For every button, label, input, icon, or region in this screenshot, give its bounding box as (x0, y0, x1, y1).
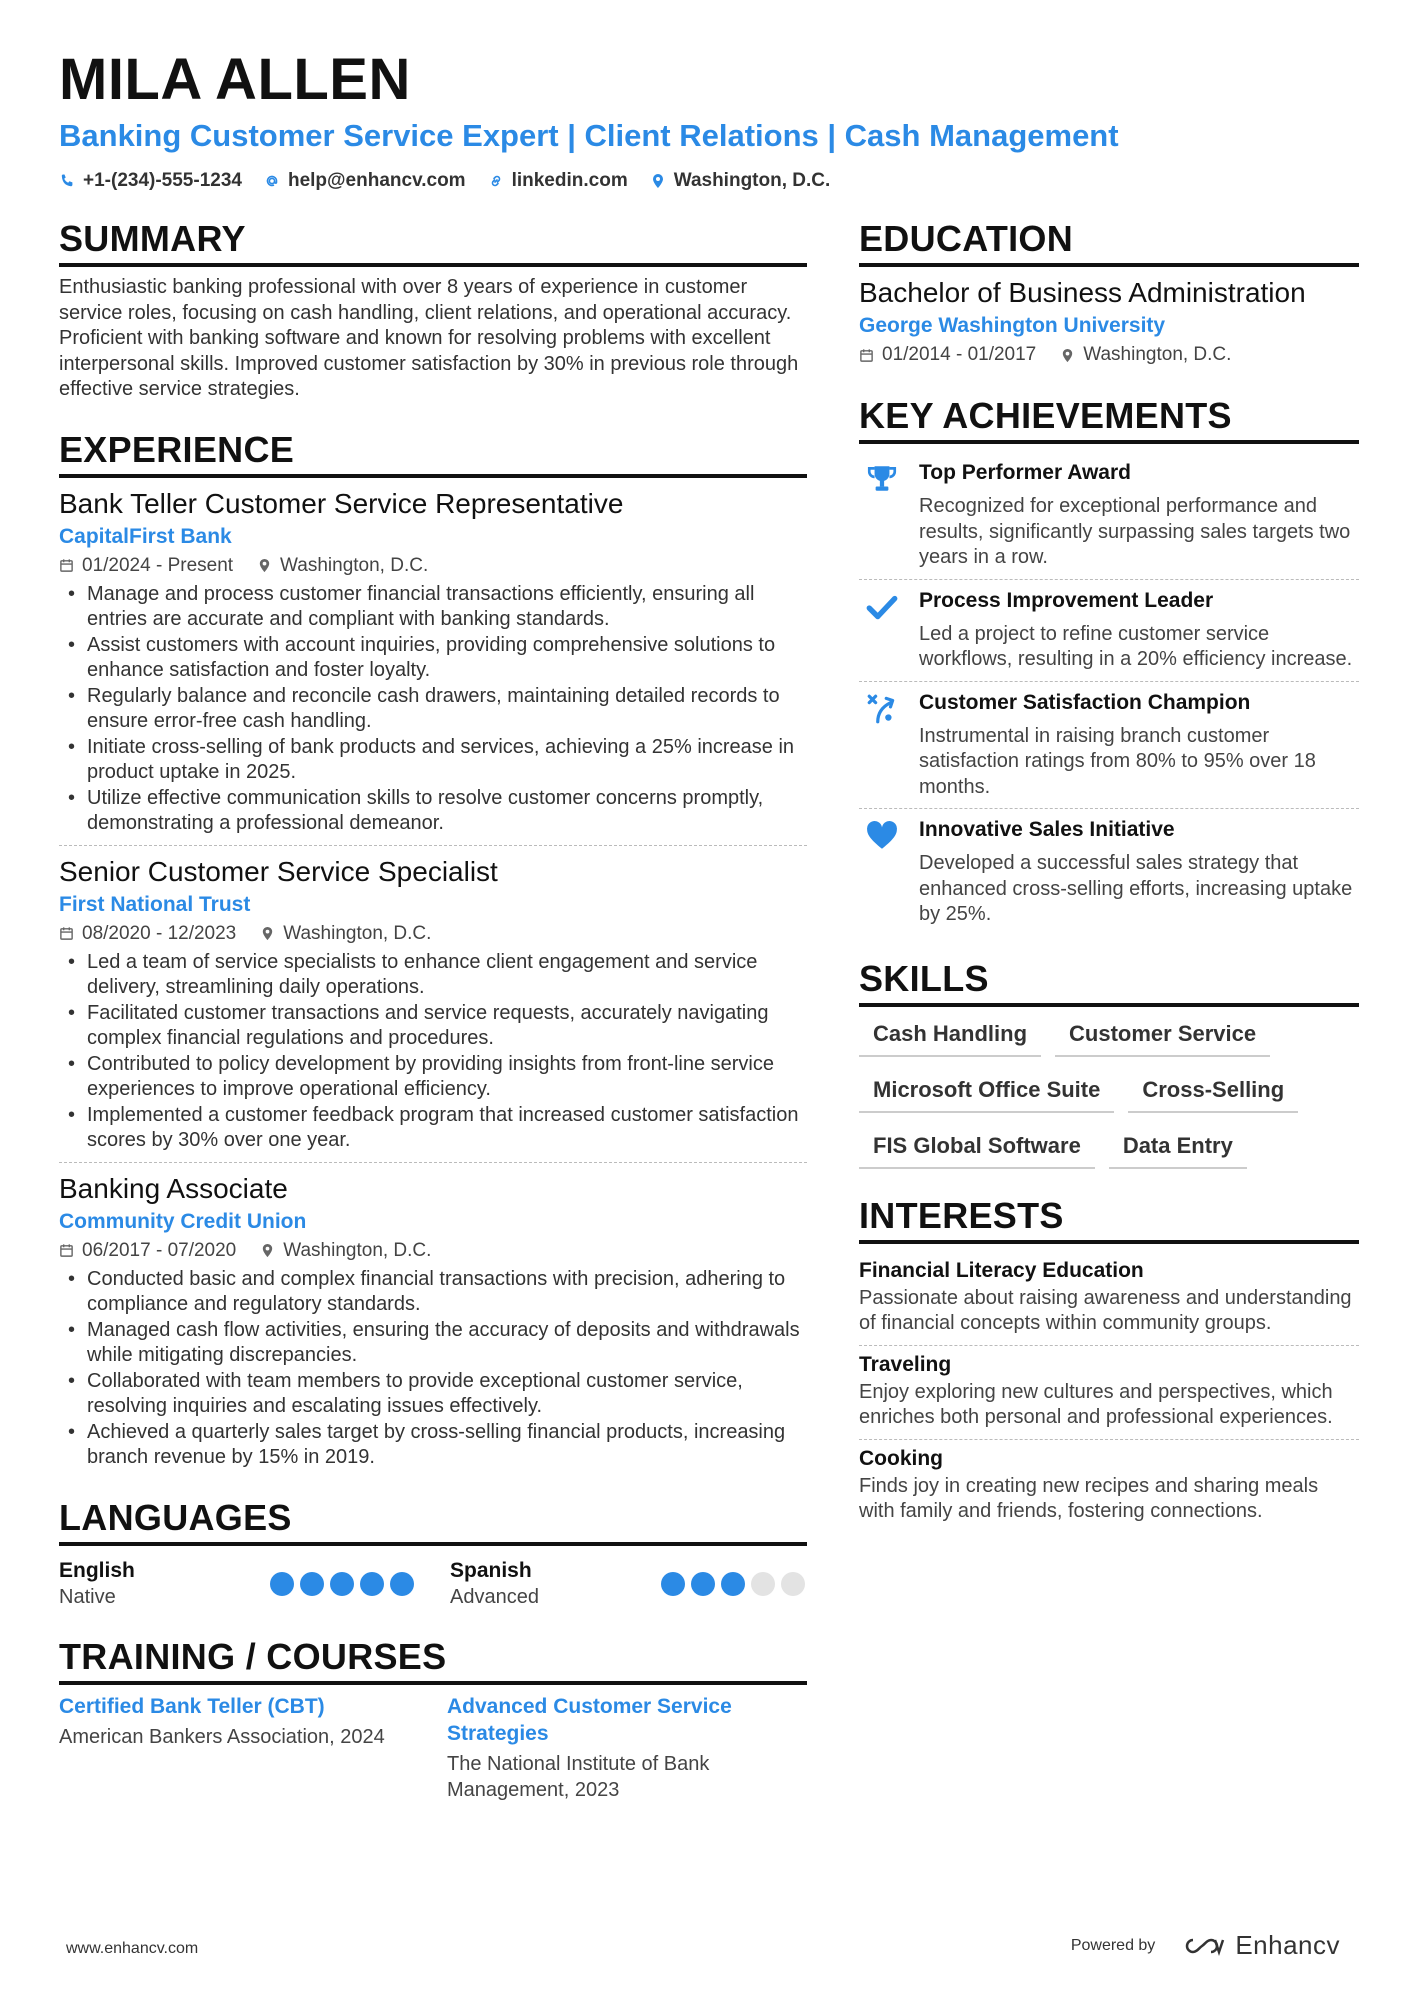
interest-desc: Enjoy exploring new cultures and perspectives, which enriches both personal and professional experiences. (859, 1380, 1333, 1428)
job-bullet: • Initiate cross-selling of bank products and services, achieving a 25% increase in product uptake in 2025. (59, 735, 807, 786)
brand-name: Enhancv (1235, 1930, 1340, 1960)
calendar-icon (59, 558, 74, 573)
interest-entry (859, 1252, 1359, 1346)
interest-desc: Passionate about raising awareness and understanding of financial concepts within community groups. (859, 1286, 1352, 1334)
link-icon (488, 173, 504, 189)
location-pin-icon (260, 926, 275, 941)
job-bullet: • Manage and process customer financial transactions efficiently, ensuring all entries are accurate and compliant with banking standards. (59, 582, 807, 633)
job-dates: 01/2024 - Present (82, 554, 234, 576)
skill-tag: Cash Handling (859, 1015, 1041, 1057)
contact-bar (59, 170, 830, 192)
summary-text: Enthusiastic banking professional with over 8 years of experience in customer service roles, focusing on cash handling, client relations, and operational accuracy. Proficient with banking software and known for resolving problems with excellent interpersonal skills. Improved customer satisfaction by 30% in previous role through effective service strategies. (59, 276, 799, 400)
skill-tag: Customer Service (1055, 1015, 1270, 1057)
rating-dot-filled (390, 1572, 414, 1596)
job-meta (59, 920, 807, 948)
course-entry (59, 1693, 419, 1803)
at-icon (264, 173, 280, 189)
job-bullet: • Conducted basic and complex financial transactions with precision, adhering to compliance and regulatory standards. (59, 1267, 807, 1318)
achievement-entry (859, 809, 1359, 936)
interest-title: Cooking (859, 1446, 943, 1470)
achievements-heading: KEY ACHIEVEMENTS (859, 395, 1359, 444)
calendar-icon (59, 1243, 74, 1258)
strategy-icon (865, 692, 899, 726)
location-pin-icon (650, 173, 666, 189)
skills-heading: SKILLS (859, 958, 1359, 1007)
job-bullet: • Implemented a customer feedback program that increased customer satisfaction scores by 30% over one year. (59, 1103, 807, 1154)
contact-phone[interactable] (59, 170, 242, 192)
calendar-icon (859, 348, 874, 363)
footer-website[interactable]: www.enhancv.com (66, 1940, 199, 1957)
course-entry (447, 1693, 807, 1803)
location-pin-icon (260, 1243, 275, 1258)
achievement-desc: Recognized for exceptional performance and results, significantly surpassing sales targets two years in a row. (919, 495, 1351, 568)
linkedin-text: linkedin.com (511, 170, 628, 191)
right-column (859, 218, 1359, 1533)
job-entry (59, 486, 807, 846)
job-bullet: • Collaborated with team members to provide exceptional customer service, resolving inquiries and escalating issues effectively. (59, 1369, 807, 1420)
location-pin-icon (257, 558, 272, 573)
job-dates: 06/2017 - 07/2020 (82, 1239, 237, 1261)
job-bullet: • Achieved a quarterly sales target by cross-selling financial products, increasing branch revenue by 15% in 2019. (59, 1420, 807, 1471)
job-location: Washington, D.C. (283, 922, 432, 944)
course-title: Advanced Customer Service Strategies (447, 1694, 732, 1745)
skill-tag: FIS Global Software (859, 1127, 1095, 1169)
language-rating (270, 1572, 414, 1596)
skill-tag: Data Entry (1109, 1127, 1247, 1169)
interest-title: Financial Literacy Education (859, 1258, 1144, 1282)
rating-dot-filled (721, 1572, 745, 1596)
course-title: Certified Bank Teller (CBT) (59, 1694, 325, 1718)
trophy-icon (865, 462, 899, 496)
languages-heading: LANGUAGES (59, 1497, 807, 1546)
contact-location (650, 170, 831, 192)
training-heading: TRAINING / COURSES (59, 1636, 807, 1685)
achievement-title: Top Performer Award (919, 461, 1131, 484)
rating-dot-empty (781, 1572, 805, 1596)
contact-linkedin[interactable] (488, 170, 628, 192)
job-bullet: • Regularly balance and reconcile cash drawers, maintaining detailed records to ensure error-free cash handling. (59, 684, 807, 735)
location-text: Washington, D.C. (673, 170, 831, 191)
job-entry (59, 854, 807, 1163)
achievement-title: Customer Satisfaction Champion (919, 690, 1251, 714)
training-section (59, 1636, 807, 1803)
language-entry (450, 1558, 805, 1610)
job-location: Washington, D.C. (283, 1239, 432, 1261)
achievements-section (859, 395, 1359, 936)
education-school: George Washington University (859, 314, 1166, 337)
experience-section (59, 429, 807, 1479)
achievement-title: Innovative Sales Initiative (919, 818, 1175, 841)
job-title: Bank Teller Customer Service Representative (59, 487, 624, 519)
skills-list (859, 1015, 1359, 1169)
rating-dot-filled (691, 1572, 715, 1596)
interest-entry (859, 1440, 1359, 1533)
left-column (59, 218, 807, 1803)
job-bullet: • Led a team of service specialists to enhance client engagement and service delivery, streamlining daily operations. (59, 950, 807, 1001)
education-heading: EDUCATION (859, 218, 1359, 267)
heart-icon (865, 819, 899, 853)
email-text: help@enhancv.com (287, 170, 466, 191)
summary-section (59, 218, 807, 403)
achievement-desc: Led a project to refine customer service workflows, resulting in a 20% efficiency increase. (919, 622, 1353, 670)
education-location: Washington, D.C. (1083, 344, 1232, 365)
achievement-desc: Developed a successful sales strategy that enhanced cross-selling efforts, increasing uptake by 25%. (919, 852, 1353, 925)
education-meta (859, 341, 1359, 369)
phone-icon (59, 173, 75, 189)
language-level: Native (59, 1585, 116, 1608)
interest-desc: Finds joy in creating new recipes and sharing meals with family and friends, fostering connections. (859, 1474, 1319, 1522)
candidate-name: MILA ALLEN (59, 47, 411, 112)
job-dates: 08/2020 - 12/2023 (82, 922, 237, 944)
location-pin-icon (1060, 348, 1075, 363)
languages-section (59, 1497, 807, 1610)
rating-dot-filled (330, 1572, 354, 1596)
job-title: Banking Associate (59, 1172, 288, 1204)
job-bullet: • Utilize effective communication skills to resolve customer concerns promptly, demonstrating a professional demeanor. (59, 786, 807, 837)
language-level: Advanced (450, 1585, 539, 1608)
rating-dot-filled (270, 1572, 294, 1596)
education-section (859, 218, 1359, 369)
job-bullet: • Facilitated customer transactions and service requests, accurately navigating complex financial regulations and procedures. (59, 1001, 807, 1052)
enhancv-logo[interactable] (1179, 1930, 1340, 1961)
rating-dot-empty (751, 1572, 775, 1596)
interest-entry (859, 1346, 1359, 1440)
powered-by-text: Powered by (1070, 1936, 1156, 1954)
enhancv-logo-icon (1179, 1934, 1225, 1958)
education-degree: Bachelor of Business Administration (859, 277, 1306, 308)
achievement-desc: Instrumental in raising branch customer satisfaction ratings from 80% to 95% over 18 months. (919, 724, 1316, 798)
company-name: CapitalFirst Bank (59, 524, 232, 548)
job-title: Senior Customer Service Specialist (59, 855, 498, 887)
language-name: English (59, 1558, 135, 1582)
skills-section (859, 958, 1359, 1169)
achievement-entry (859, 580, 1359, 682)
rating-dot-filled (661, 1572, 685, 1596)
course-org: American Bankers Association, 2024 (59, 1725, 385, 1748)
achievement-entry (859, 682, 1359, 810)
phone-text: +1-(234)-555-1234 (83, 170, 242, 191)
language-entry (59, 1558, 414, 1610)
job-meta (59, 1237, 807, 1265)
rating-dot-filled (300, 1572, 324, 1596)
job-bullet: • Contributed to policy development by providing insights from front-line service experiences to improve operational efficiency. (59, 1052, 807, 1103)
skill-tag: Cross-Selling (1128, 1071, 1298, 1113)
job-meta (59, 552, 807, 580)
language-rating (661, 1572, 805, 1596)
language-name: Spanish (450, 1558, 532, 1582)
course-org: The National Institute of Bank Management, 2023 (447, 1752, 710, 1801)
job-bullets (59, 1267, 807, 1471)
summary-heading: SUMMARY (59, 218, 807, 267)
job-bullet: • Assist customers with account inquiries, providing comprehensive solutions to enhance satisfaction and foster loyalty. (59, 633, 807, 684)
company-name: First National Trust (59, 892, 251, 916)
company-name: Community Credit Union (59, 1209, 307, 1233)
job-bullets (59, 582, 807, 837)
contact-email[interactable] (264, 170, 466, 192)
rating-dot-filled (360, 1572, 384, 1596)
footer-branding (1071, 1930, 1340, 1961)
education-dates: 01/2014 - 01/2017 (882, 344, 1037, 365)
job-entry (59, 1171, 807, 1479)
skill-tag: Microsoft Office Suite (859, 1071, 1114, 1113)
job-bullets (59, 950, 807, 1154)
interests-section (859, 1195, 1359, 1533)
job-bullet: • Managed cash flow activities, ensuring the accuracy of deposits and withdrawals while mitigating discrepancies. (59, 1318, 807, 1369)
achievement-entry (859, 452, 1359, 580)
calendar-icon (59, 926, 74, 941)
achievement-title: Process Improvement Leader (919, 588, 1214, 612)
experience-heading: EXPERIENCE (59, 429, 807, 478)
checkmark-icon (865, 590, 899, 624)
interests-heading: INTERESTS (859, 1195, 1359, 1244)
interest-title: Traveling (859, 1352, 952, 1376)
candidate-headline: Banking Customer Service Expert | Client Relations | Cash Management (59, 118, 1119, 153)
job-location: Washington, D.C. (280, 554, 429, 576)
